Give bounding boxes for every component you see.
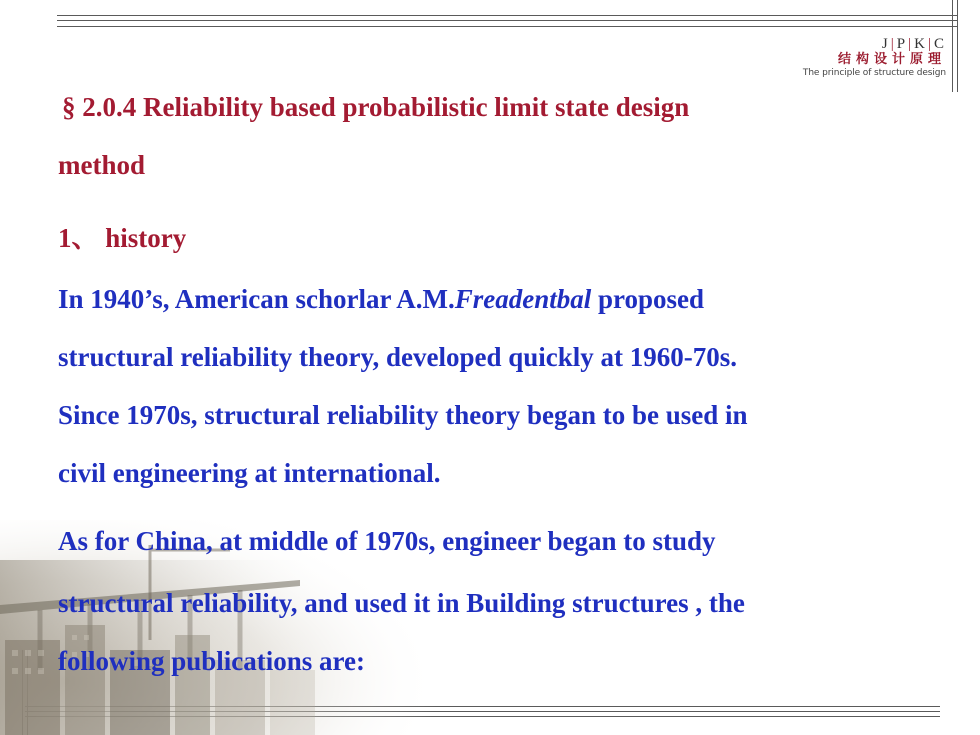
paragraph-1-line-1 (58, 284, 704, 315)
subheading-history: 1、 history (58, 223, 187, 253)
section-heading-line-2: method (58, 150, 145, 180)
section-heading-line-1: § 2.0.4 Reliability based probabilistic limit state design (62, 92, 690, 122)
logo-letter-c: C (933, 36, 945, 52)
paragraph-2-line-3: following publications are: (58, 646, 366, 676)
logo-letter-k: K (914, 36, 926, 52)
logo-letter-j: J (881, 36, 889, 52)
logo-jpkc-letters: J | P | K | C (881, 36, 945, 52)
logo-letter-p: P (896, 36, 907, 52)
paragraph-1-line-1-text-b: proposed (591, 284, 705, 314)
paragraph-2-line-2: structural reliability, and used it in Building structures , the (58, 588, 745, 618)
paragraph-1-line-3: Since 1970s, structural reliability theory began to be used in (58, 400, 748, 430)
logo-title-cn: 结构设计原理 (837, 52, 946, 67)
top-rule-3 (57, 26, 957, 27)
right-rule-1 (952, 0, 953, 92)
jpkc-logo (786, 36, 946, 78)
right-rule-2 (957, 0, 958, 92)
paragraph-1-line-2: structural reliability theory, developed quickly at 1960-70s. (58, 342, 737, 372)
logo-subtitle-en: The principle of structure design (802, 68, 946, 78)
top-rule-2 (57, 20, 957, 21)
top-rule-1 (57, 15, 957, 16)
paragraph-1-line-4: civil engineering at international. (58, 458, 441, 488)
author-name-italic: Freadentbal (454, 284, 592, 314)
paragraph-2-line-1: As for China, at middle of 1970s, engineer began to study (58, 526, 716, 556)
paragraph-1-line-1-text-a: In 1940’s, American schorlar A.M. (58, 284, 455, 314)
